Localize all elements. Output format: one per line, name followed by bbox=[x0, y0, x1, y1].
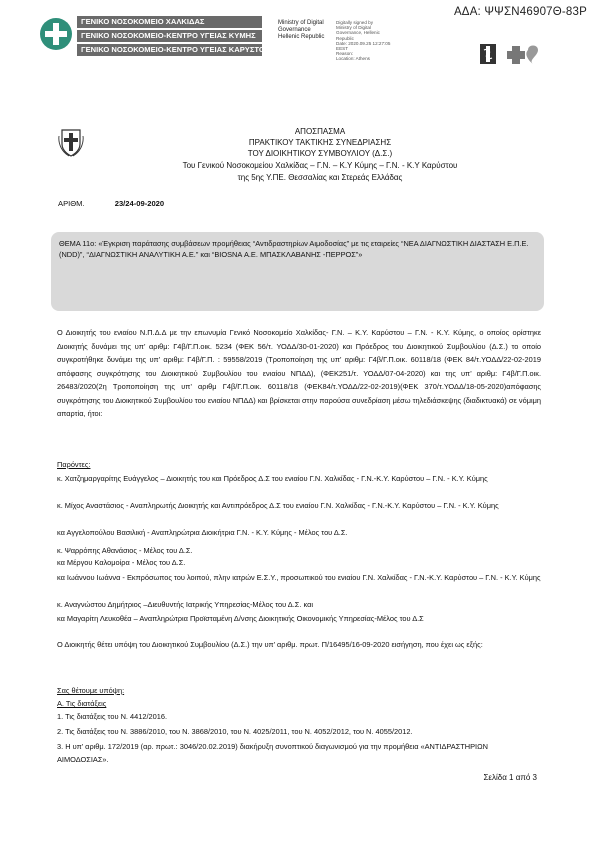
signature-detail: Reason: bbox=[336, 51, 354, 57]
signature-line: Hellenic Republic bbox=[278, 34, 325, 40]
considerations-label: Σας θέτουμε υπόψη: bbox=[57, 686, 125, 695]
list-item: 2. Τις διατάξεις του Ν. 3886/2010, του Ν. 3868/2010, του Ν. 4025/2011, του Ν. 4052/2012, του Ν. 4055/2012. bbox=[57, 727, 413, 736]
hospital-name: ΓΕΝΙΚΟ ΝΟΣΟΚΟΜΕΙΟ ΧΑΛΚΙΔΑΣ bbox=[77, 16, 262, 28]
decision-number-label: ΑΡΙΘΜ. bbox=[58, 199, 85, 208]
present-member: κ. Μίχος Αναστάσιος - Αναπληρωτής Διοικητής και Αντιπρόεδρος Δ.Σ του ενιαίου Γ.Ν. Χαλκίδας - Γ.Ν.-Κ.Υ. Καρύστου – Γ.Ν. - Κ.Υ. Κύμης bbox=[57, 501, 499, 510]
signature-detail: Date: 2020.09.25 12:27:05 bbox=[336, 40, 391, 46]
present-member: κ. Χατζημαργαρίτης Ευάγγελος – Διοικητής του και Πρόεδρος Δ.Σ του ενιαίου Γ.Ν. Χαλκίδας - Γ.Ν.-Κ.Υ. Καρύστου – Γ.Ν. - Κ.Υ. Κύμης bbox=[57, 474, 488, 483]
greek-emblem-icon bbox=[58, 128, 84, 158]
heading-region-line: της 5ης Υ.ΠΕ. Θεσσαλίας και Στερεάς Ελλάδας bbox=[237, 173, 403, 182]
list-item: 1. Τις διατάξεις του Ν. 4412/2016. bbox=[57, 712, 168, 721]
list-item: 3. Η υπ’ αριθμ. 172/2019 (αρ. πρωτ.: 3046/20.02.2019) διακήρυξη συνοπτικού διαγωνισμού για την προμήθεια «ΑΝΤΙΔΡΑΣΤΗΡΙΩΝ ΑΙΜΟΔΟΣΙΑΣ». bbox=[57, 742, 488, 764]
present-member: κα Μέργου Καλομοίρα - Μέλος του Δ.Σ. bbox=[57, 558, 186, 567]
present-member: κα Ιωάννου Ιωάννα - Εκπρόσωπος του λοιπού, πλην ιατρών Ε.Σ.Υ., προσωπικού του ενιαίου Γ.Ν. Χαλκίδας - Γ.Ν.-Κ.Υ. Καρύστου – Γ.Ν. - Κ.Υ. Κύμης bbox=[57, 573, 541, 582]
present-label: Παρόντες: bbox=[57, 460, 91, 469]
present-member: κα Μαγαρίτη Λευκοθέα – Αναπληρώτρια Προϊσταμένη Δ/νσης Διοικητικής Οικονομικής Υπηρεσίας-Μέλος του Δ.Σ bbox=[57, 614, 424, 623]
subject-label: ΘΕΜΑ 11ο: bbox=[59, 239, 97, 248]
signature-line: Ministry of Digital bbox=[278, 20, 324, 26]
hospital-logo-icon bbox=[38, 16, 74, 52]
hospital-names bbox=[77, 16, 270, 58]
heading-title: ΑΠΟΣΠΑΣΜΑ bbox=[294, 127, 346, 136]
section-a-label: Α. Τις διατάξεις bbox=[57, 699, 107, 708]
signature-line: Governance bbox=[278, 27, 311, 33]
heading-subtitle: ΠΡΑΚΤΙΚΟΥ ΤΑΚΤΙΚΗΣ ΣΥΝΕΔΡΙΑΣΗΣ bbox=[248, 138, 392, 147]
ministry-logo-icon bbox=[476, 40, 546, 68]
ada-number: ΑΔΑ: ΨΨΣΝ46907Θ-83Ρ bbox=[453, 6, 587, 18]
heading-subtitle: ΤΟΥ ΔΙΟΙΚΗΤΙΚΟΥ ΣΥΜΒΟΥΛΙΟΥ (Δ.Σ.) bbox=[247, 149, 393, 158]
signature-detail: Location: Athens bbox=[336, 56, 370, 62]
subject-box bbox=[51, 232, 544, 311]
present-member: κ. Ψαρρόπης Αθανάσιος - Μέλος του Δ.Σ. bbox=[57, 546, 193, 555]
signature-detail: Governance, Hellenic bbox=[336, 30, 380, 36]
hospital-name: ΓΕΝΙΚΟ ΝΟΣΟΚΟΜΕΙΟ-ΚΕΝΤΡΟ ΥΓΕΙΑΣ ΚΥΜΗΣ bbox=[77, 30, 262, 42]
hospital-name: ΓΕΝΙΚΟ ΝΟΣΟΚΟΜΕΙΟ-ΚΕΝΤΡΟ ΥΓΕΙΑΣ ΚΑΡΥΣΤΟΥ bbox=[77, 44, 262, 56]
digital-signature-stamp bbox=[278, 20, 410, 62]
signature-detail: Digitally signed by bbox=[336, 20, 374, 25]
present-member: κα Αγγελοπούλου Βασιλική - Αναπληρώτρια Διοικήτρια Γ.Ν. - Κ.Υ. Κύμης - Μέλος του Δ.Σ. bbox=[57, 528, 348, 537]
signature-detail: EEST bbox=[336, 46, 348, 52]
signature-detail: Ministry of Digital bbox=[336, 25, 371, 31]
decision-number bbox=[58, 199, 164, 208]
page-number: Σελίδα 1 από 3 bbox=[483, 773, 537, 782]
heading-hospital-line: Του Γενικού Νοσοκομείου Χαλκίδας – Γ.Ν. – Κ.Υ Κύμης – Γ.Ν. - Κ.Υ Καρύστου bbox=[182, 161, 458, 170]
decision-number-value: 23/24-09-2020 bbox=[114, 199, 165, 208]
subject-text: «Έγκριση παράτασης συμβάσεων προμήθειας “Αντιδραστηρίων Αιμοδοσίας” με τις εταιρείες “ΝΕΑ ΔΙΑΓΝΩΣΤΙΚΗ ΔΙΑΣΤΑΣΗ Ε.Π.Ε. (NDD)”, “ΔΙΑΓΝΩΣΤΙΚΗ ΑΝΑΛΥΤΙΚΗ Α.Ε.” και “BIOSNA Α.Ε. ΜΠΑΣΚΛΑΒΑΝΗΣ -ΠΕΡΡΟΣ”» bbox=[59, 239, 529, 259]
present-member: κ. Αναγνώστου Δημήτριος –Διευθυντής Ιατρικής Υπηρεσίας-Μέλος του Δ.Σ. και bbox=[57, 600, 313, 609]
intro-paragraph: Ο Διοικητής του ενιαίου Ν.Π.Δ.Δ με την επωνυμία Γενικό Νοσοκομείο Χαλκίδας- Γ.Ν. – Κ.Υ. Καρύστου – Γ.Ν. - Κ.Υ. Κύμης, ο οποίος ορίστηκε Διοικητής δυνάμει της υπ’ αριθμ: Γ4β/Γ.Π.οικ. 5234 (ΦΕΚ 56/τ. ΥΟΔΔ/30-01-2020) και Πρόεδρος του Διοικητικού Συμβουλίου (Δ.Σ.) το οποίο συγκροτήθηκε δυνάμει της υπ’ αριθμ: Γ4β/Γ.Π. : 59558/2019 (Τροποποίηση της υπ’ αριθμ: Γ4β/Γ.Π.οικ. 60118/18 (ΦΕΚ 84/τ.ΥΟΔΔ/22-02-2019 απόφασης συγκρότησης του Διοικητικού Συμβουλίου του ενιαίου ΝΠΔΔ), (ΦΕΚ251/τ. ΥΟΔΔ/07-04-2020) και της υπ’ αριθμ: Γ4β/Γ.Π.οικ. 26483/2020(2η Τροποποίηση της υπ’ αριθμ Γ4β/Γ.Π.οικ. 60118/18 (ΦΕΚ84/τ.ΥΟΔΔ/22-02-2019)(ΦΕΚ 370/τ.ΥΟΔΔ/18-05-2020)απόφασης συγκρότησης του Διοικητικού Συμβουλίου του ενιαίου ΝΠΔΔ) και βρίσκεται στην παρούσα συνεδρίαση μέσω τηλεδιάσκεψης (διαδικτυακά) σε νόμιμη απαρτία, ήτοι: bbox=[57, 328, 541, 418]
proposal-paragraph: Ο Διοικητής θέτει υπόψη του Διοικητικού Συμβουλίου (Δ.Σ.) την υπ’ αριθμ. πρωτ. Π/16495/16-09-2020 εισήγηση, που έχει ως εξής: bbox=[57, 640, 483, 649]
signature-detail: Republic bbox=[336, 35, 354, 41]
